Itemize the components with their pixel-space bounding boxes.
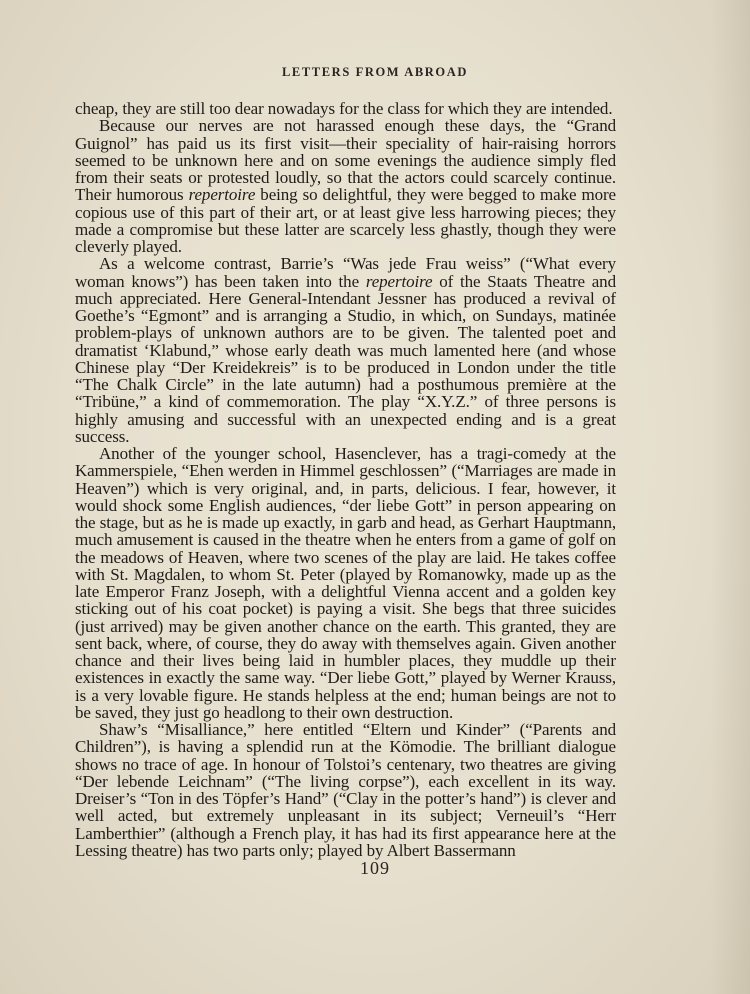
paragraph bbox=[75, 445, 616, 721]
page-number: 109 bbox=[360, 858, 390, 878]
italic-text: repertoire bbox=[365, 271, 433, 291]
paragraph bbox=[75, 255, 616, 445]
body-text bbox=[75, 100, 616, 859]
text-run: As a welcome contrast, Barrie’s “Was jede Frau weiss” (“What every woman knows”) has been taken into the bbox=[75, 254, 616, 291]
text-run: Another of the younger school, Hasenclever, has a tragi-comedy at the Kammerspiele, “Ehen werden in Himmel geschlossen” (“Marriages are made in Heaven”) which is very original, and, in parts, delicious. I fear, however, it would shock some English audiences, “der liebe Gott” in person appearing on the stage, but as he is made up exactly, in garb and head, as Gerhart Hauptmann, much amusement is caused in the theatre when he enters from a game of golf on the meadows of Heaven, where two scenes of the play are laid. He takes coffee with St. Magdalen, to whom St. Peter (played by Romanowky, made up as the late Emperor Franz Joseph, with a delightful Vienna accent and a golden key sticking out of his coat pocket) is paying a visit. She begs that three suicides (just arrived) may be given another chance on the earth. This granted, they are sent back, where, of course, they do away with themselves again. Given another chance and their lives being laid in humbler places, they muddle up their existences in exactly the same way. “Der liebe Gott,” played by Werner Krauss, is a very lovable figure. He stands helpless at the end; human beings are not to be saved, they just go headlong to their own destruction. bbox=[75, 444, 616, 722]
paragraph bbox=[75, 721, 616, 859]
italic-text: repertoire bbox=[188, 185, 256, 205]
text-run: Shaw’s “Misalliance,” here entitled “Eltern und Kinder” (“Parents and Children”), is having a splendid run at the Kömodie. The brilliant dialogue shows no trace of age. In honour of Tolstoi’s centenary, two theatres are giving “Der lebende Leichnam” (“The living corpse”), each excellent in its way. Dreiser’s “Ton in des Töpfer’s Hand” (“Clay in the potter’s hand”) is clever and well acted, but extremely unpleasant in its subject; Verneuil’s “Herr Lamberthier” (although a French play, it has had its first appearance here at the Lessing theatre) has two parts only; played by Albert Bassermann bbox=[75, 720, 616, 860]
text-run: of the Staats Theatre and much appreciated. Here General-Intendant Jessner has produced a revival of Goethe’s “Egmont” and is arranging a Studio, in which, on Sundays, matinée problem-plays of unknown authors are to be given. The talented poet and dramatist ‘Klabund,” whose early death was much lamented here (and whose Chinese play “Der Kreidekreis” is to be produced in London under the title “The Chalk Circle” in the late autumn) had a posthumous première at the “Tribüne,” a kind of commemoration. The play “X.Y.Z.” of three persons is highly amusing and successful with an unexpected ending and is a great success. bbox=[75, 271, 616, 446]
paragraph bbox=[75, 100, 616, 117]
text-run: Because our nerves are not harassed enough these days, the “Grand Guignol” has paid us its first visit—their speciality of hair-raising horrors seemed to be unknown here and on some evenings the audience simply fled from their seats or protested loudly, so that the actors could scarcely continue. Their humorous bbox=[75, 116, 616, 205]
text-run: cheap, they are still too dear nowadays for the class for which they are intended. bbox=[75, 99, 613, 118]
paragraph bbox=[75, 117, 616, 255]
running-head: LETTERS FROM ABROAD bbox=[282, 65, 468, 79]
text-run: being so delightful, they were begged to make more copious use of this part of their art, or at least give less harrowing pieces; they made a compromise but these latter are scarcely less ghastly, though they were cleverly played. bbox=[75, 185, 616, 256]
